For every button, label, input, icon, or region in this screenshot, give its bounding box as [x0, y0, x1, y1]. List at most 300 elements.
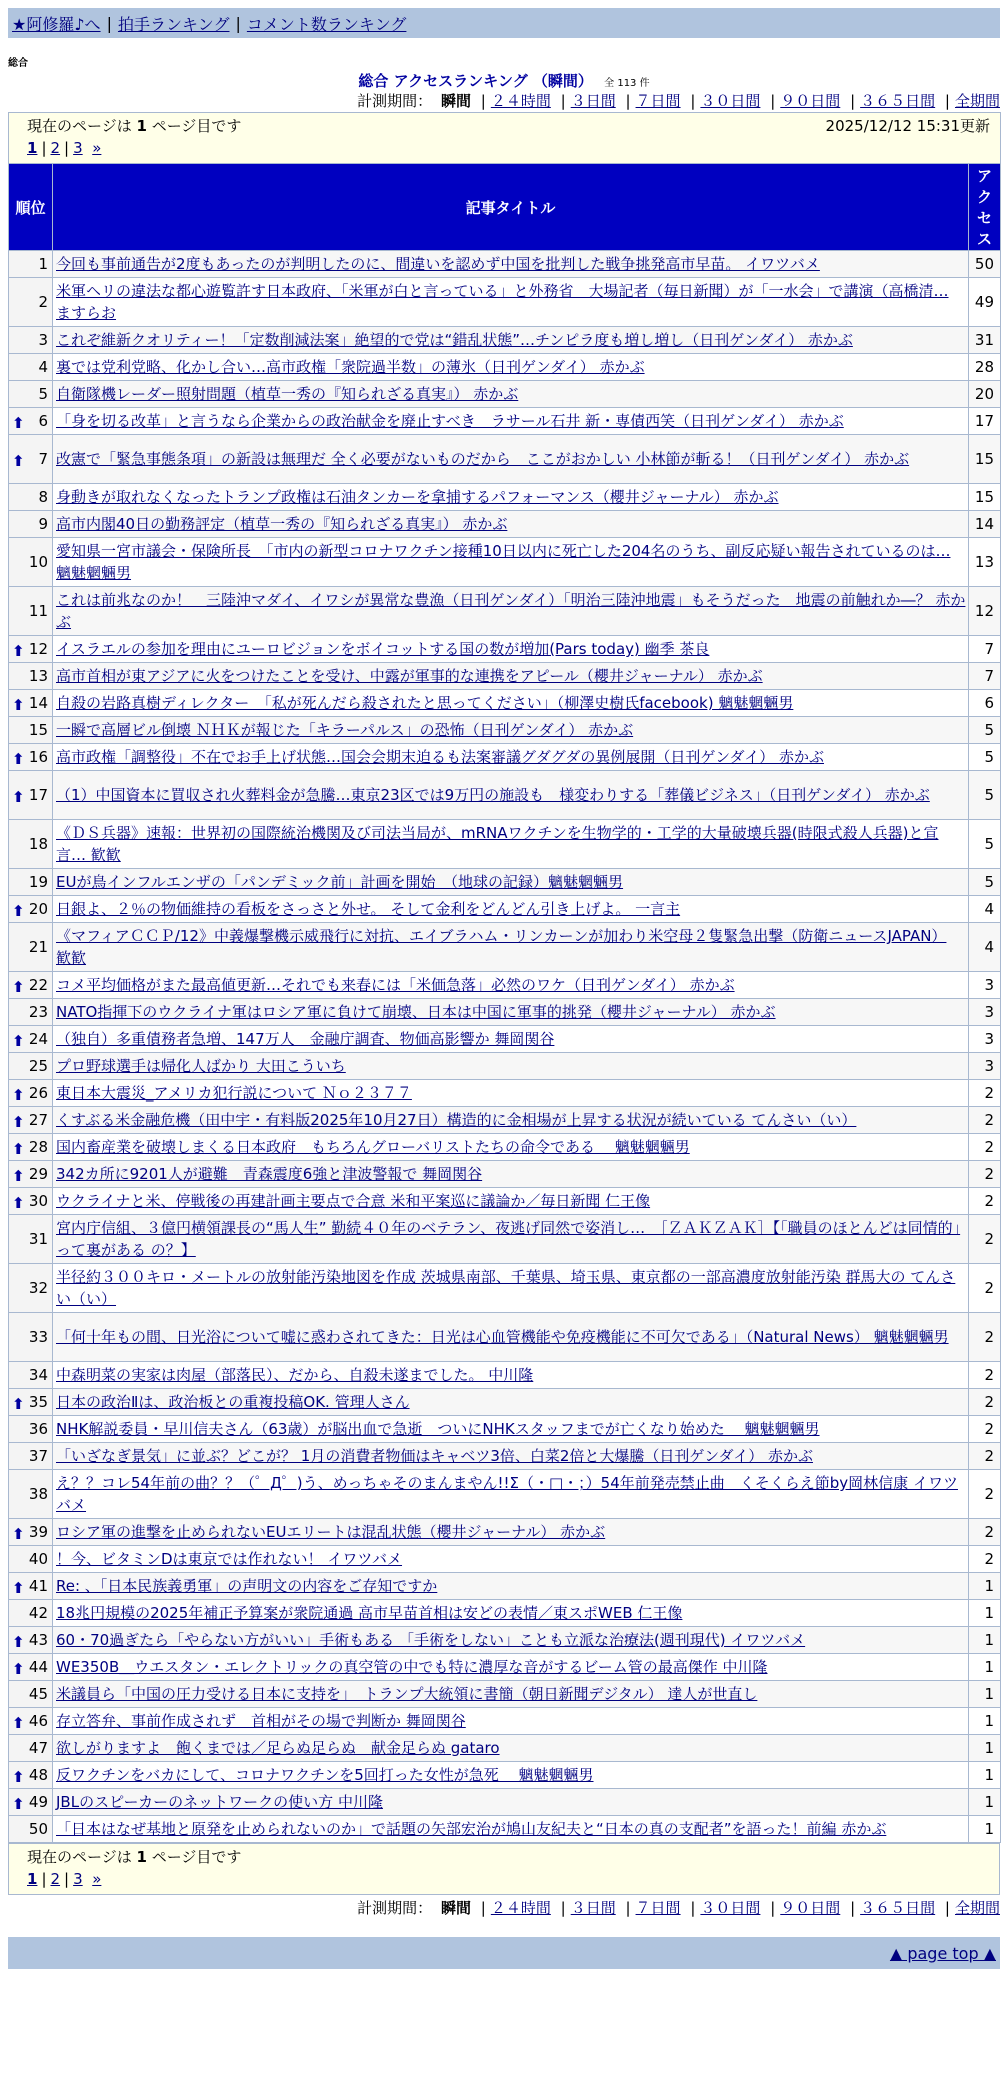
- article-title-link[interactable]: 米軍ヘリの違法な都心遊覧許す日本政府、「米軍が白と言っている」と外務省 大場記者（毎日新聞）が「一水会」で講演（高橋清… ますらお: [56, 282, 949, 322]
- table-row: [9, 1519, 1001, 1546]
- title-cell: [53, 1188, 969, 1215]
- article-title-link[interactable]: JBLのスピーカーのネットワークの使い方 中川隆: [56, 1793, 383, 1811]
- article-title-link[interactable]: 改憲で「緊急事態条項」の新設は無理だ 全く必要がないものだから ここがおかしい 小林節が斬る！（日刊ゲンダイ） 赤かぶ: [56, 450, 910, 468]
- rank-cell: [9, 587, 53, 636]
- comment-ranking-link[interactable]: コメント数ランキング: [246, 14, 407, 34]
- table-row: [9, 1735, 1001, 1762]
- up-arrow-icon: ⬆: [12, 1633, 25, 1651]
- rank-number: 6: [38, 412, 48, 430]
- title-cell: [53, 484, 969, 511]
- article-title-link[interactable]: くすぶる米金融危機（田中宇・有料版2025年10月27日）構造的に金相場が上昇する状況が続いている てんさい（い）: [56, 1111, 857, 1129]
- table-row: [9, 1215, 1001, 1264]
- table-row: [9, 923, 1001, 972]
- table-row: [9, 1600, 1001, 1627]
- rank-cell: [9, 1053, 53, 1080]
- up-arrow-icon: ⬆: [12, 1525, 25, 1543]
- article-title-link[interactable]: （1）中国資本に買収され火葬料金が急騰…東京23区では9万円の施設も 様変わりする「葬儀ビジネス」（日刊ゲンダイ） 赤かぶ: [56, 786, 930, 804]
- rank-cell: [9, 1161, 53, 1188]
- page-link-2[interactable]: 2: [50, 139, 61, 157]
- article-title-link[interactable]: これは前兆なのか！ 三陸沖マダイ、イワシが異常な豊漁（日刊ゲンダイ）「明治三陸沖地震」もそうだった 地震の前触れか―？ 赤かぶ: [56, 591, 966, 631]
- title-cell: [53, 1816, 969, 1843]
- title-cell: [53, 1681, 969, 1708]
- period-30d-link[interactable]: ３０日間: [700, 92, 761, 110]
- article-title-link[interactable]: 高市内閣40日の勤務評定（植草一秀の『知られざる真実』） 赤かぶ: [56, 515, 508, 533]
- title-cell: [53, 1735, 969, 1762]
- access-count: 3: [969, 1053, 1001, 1080]
- access-count: 49: [969, 278, 1001, 327]
- table-row: [9, 1161, 1001, 1188]
- rank-cell: [9, 1546, 53, 1573]
- rank-number: 23: [28, 1003, 48, 1021]
- title-cell: [53, 744, 969, 771]
- period-all-link[interactable]: 全期間: [954, 92, 1000, 110]
- page-link-1[interactable]: 1: [27, 139, 38, 157]
- article-title-link[interactable]: 反ワクチンをバカにして、コロナワクチンを5回打った女性が急死 魑魅魍魎男: [56, 1766, 594, 1784]
- up-arrow-icon: ⬆: [12, 696, 25, 714]
- article-title-link[interactable]: 《ＤＳ兵器》速報：世界初の国際統治機関及び司法当局が、mRNAワクチンを生物学的・工学的大量破壊兵器(時限式殺人兵器)と宣言… 歓歓: [56, 824, 939, 864]
- period-365d-link[interactable]: ３６５日間: [860, 1899, 936, 1917]
- article-title-link[interactable]: 国内畜産業を破壊しまくる日本政府 もちろんグローバリストたちの命令である 魑魅魍魎男: [56, 1138, 690, 1156]
- up-arrow-icon: ⬆: [12, 1086, 25, 1104]
- table-row: [9, 1443, 1001, 1470]
- rank-cell: [9, 1708, 53, 1735]
- rank-cell: [9, 354, 53, 381]
- article-title-link[interactable]: イスラエルの参加を理由にユーロビジョンをボイコットする国の数が増加(Pars today) 幽季 茶良: [56, 640, 710, 658]
- article-title-link[interactable]: 《マフィアＣＣＰ/12》中義爆撃機示威飛行に対抗、エイブラハム・リンカーンが加わり米空母２隻緊急出撃（防衛ニュースJAPAN） 歓歓: [56, 927, 947, 967]
- rank-cell: [9, 435, 53, 484]
- rank-cell: [9, 972, 53, 999]
- access-count: 50: [969, 251, 1001, 278]
- article-title-link[interactable]: 米議員ら「中国の圧力受ける日本に支持を」 トランプ大統領に書簡（朝日新聞デジタル） 達人が世直し: [56, 1685, 758, 1703]
- table-row: [9, 771, 1001, 820]
- page-links: 1 | 2 | 3 »: [27, 1870, 102, 1888]
- access-count: 1: [969, 1816, 1001, 1843]
- table-row: [9, 1573, 1001, 1600]
- rank-cell: [9, 1443, 53, 1470]
- updated-timestamp: 2025/12/12 15:31更新: [825, 117, 990, 135]
- table-row: [9, 1080, 1001, 1107]
- article-title-link[interactable]: WE350B＿ウエスタン・エレクトリックの真空管の中でも特に濃厚な音がするビーム管の最高傑作 中川隆: [56, 1658, 768, 1676]
- table-row: [9, 869, 1001, 896]
- table-row: [9, 972, 1001, 999]
- access-count: 2: [969, 1546, 1001, 1573]
- rank-cell: [9, 1627, 53, 1654]
- article-title-link[interactable]: ウクライナと米、停戦後の再建計画主要点で合意 米和平案巡に議論か／毎日新聞 仁王像: [56, 1192, 651, 1210]
- page-title: 総合 アクセスランキング （瞬間）: [358, 72, 593, 90]
- title-cell: [53, 717, 969, 744]
- title-column-header: 記事タイトル: [53, 164, 969, 251]
- applause-ranking-link[interactable]: 拍手ランキング: [117, 14, 230, 34]
- table-row: [9, 1313, 1001, 1362]
- access-count: 2: [969, 1470, 1001, 1519]
- access-count: 5: [969, 744, 1001, 771]
- ranking-table: [8, 112, 1001, 1843]
- rank-cell: [9, 1470, 53, 1519]
- access-count: 15: [969, 435, 1001, 484]
- title-cell: [53, 1053, 969, 1080]
- up-arrow-icon: ⬆: [12, 1032, 25, 1050]
- article-title-link[interactable]: 中森明菜の実家は肉屋（部落民）、だから、自殺未遂までした。 中川隆: [56, 1366, 534, 1384]
- rank-cell: [9, 1080, 53, 1107]
- article-title-link[interactable]: （独自）多重債務者急増、147万人 金融庁調査、物価高影響か 舞岡関谷: [56, 1030, 555, 1048]
- article-title-link[interactable]: 「いざなぎ景気」に並ぶ？どこが？ 1月の消費者物価はキャベツ3倍、白菜2倍と大爆騰（日刊ゲンダイ） 赤かぶ: [56, 1447, 813, 1465]
- table-row: [9, 636, 1001, 663]
- page-link-2[interactable]: 2: [50, 1870, 61, 1888]
- rank-number: 25: [28, 1057, 48, 1075]
- title-cell: [53, 1762, 969, 1789]
- access-count: 2: [969, 1107, 1001, 1134]
- rank-cell: [9, 1313, 53, 1362]
- access-count: 4: [969, 923, 1001, 972]
- table-row: [9, 744, 1001, 771]
- rank-cell: [9, 1389, 53, 1416]
- title-cell: [53, 636, 969, 663]
- current-page-text: 現在のページは 1 ページ目です: [27, 1848, 242, 1866]
- title-cell: [53, 278, 969, 327]
- title-cell: [53, 663, 969, 690]
- up-arrow-icon: ⬆: [12, 1140, 25, 1158]
- access-count: 5: [969, 771, 1001, 820]
- table-row: [9, 896, 1001, 923]
- access-count: 2: [969, 1188, 1001, 1215]
- next-page-link[interactable]: »: [92, 1870, 102, 1888]
- access-count: 20: [969, 381, 1001, 408]
- up-arrow-icon: ⬆: [12, 1167, 25, 1185]
- article-title-link[interactable]: Re: 、「日本民族義勇軍」の声明文の内容をご存知ですか: [56, 1577, 438, 1595]
- article-title-link[interactable]: 裏では党利党略、化かし合い…高市政権「衆院過半数」の薄氷（日刊ゲンダイ） 赤かぶ: [56, 358, 645, 376]
- table-row: [9, 1026, 1001, 1053]
- article-title-link[interactable]: 日銀よ、２％の物価維持の看板をさっさと外せ。 そして金利をどんどん引き上げよ。 一言主: [56, 900, 681, 918]
- access-count: 5: [969, 717, 1001, 744]
- rank-cell: [9, 690, 53, 717]
- title-cell: [53, 1215, 969, 1264]
- access-count: 1: [969, 1573, 1001, 1600]
- title-cell: [53, 1362, 969, 1389]
- category-label: 総合: [8, 58, 28, 69]
- title-cell: [53, 1443, 969, 1470]
- up-arrow-icon: ⬆: [12, 1194, 25, 1212]
- title-cell: [53, 1313, 969, 1362]
- access-count: 1: [969, 1627, 1001, 1654]
- rank-cell: [9, 511, 53, 538]
- pager-bottom-table: [8, 1843, 1000, 1895]
- article-title-link[interactable]: 高市首相が東アジアに火をつけたことを受け、中露が軍事的な連携をアピール（櫻井ジャーナル） 赤かぶ: [56, 667, 763, 685]
- title-cell: [53, 1107, 969, 1134]
- rank-cell: [9, 538, 53, 587]
- period-7d-link[interactable]: ７日間: [635, 1899, 681, 1917]
- up-arrow-icon: ⬆: [12, 642, 25, 660]
- table-row: [9, 251, 1001, 278]
- rank-cell: [9, 1681, 53, 1708]
- title-cell: [53, 1519, 969, 1546]
- rank-cell: [9, 381, 53, 408]
- article-title-link[interactable]: 欲しがりますよ 飽くまでは／足らぬ足らぬ 献金足らぬ gataro: [56, 1739, 500, 1757]
- table-row: [9, 1681, 1001, 1708]
- access-count: 1: [969, 1762, 1001, 1789]
- table-row: [9, 354, 1001, 381]
- title-cell: [53, 869, 969, 896]
- article-title-link[interactable]: ！今、ビタミンDは東京では作れない！ イワツバメ: [56, 1550, 403, 1568]
- access-count: 17: [969, 408, 1001, 435]
- table-row: [9, 1389, 1001, 1416]
- bottom-bar: [8, 1937, 1000, 1969]
- access-count: 3: [969, 972, 1001, 999]
- page-link-1[interactable]: 1: [27, 1870, 38, 1888]
- up-arrow-icon: ⬆: [12, 788, 25, 806]
- title-cell: [53, 1161, 969, 1188]
- rank-cell: [9, 923, 53, 972]
- period-label: 計測期間：: [357, 1899, 433, 1917]
- access-count: 2: [969, 1215, 1001, 1264]
- title-cell: [53, 923, 969, 972]
- rank-number: 50: [28, 1820, 48, 1838]
- period-selector-top: 計測期間： 瞬間 | ２４時間 | ３日間 | ７日間 | ３０日間 | ９０日間 | ３６５日間 | 全期間: [357, 92, 1000, 110]
- up-arrow-icon: ⬆: [12, 1768, 25, 1786]
- title-cell: [53, 1789, 969, 1816]
- rank-number: 45: [28, 1685, 48, 1703]
- title-cell: [53, 896, 969, 923]
- rank-number: 5: [38, 385, 48, 403]
- title-cell: [53, 1026, 969, 1053]
- period-all-link[interactable]: 全期間: [954, 1899, 1000, 1917]
- rank-cell: [9, 1134, 53, 1161]
- article-title-link[interactable]: 宮内庁信組、３億円横領課長の“馬人生” 勤続４０年のベテラン、夜逃げ同然で姿消し… ［ＺＡＫＺＡＫ］【「職員のほとんどは同情的」って裏がある の？】: [56, 1219, 961, 1259]
- article-title-link[interactable]: 東日本大震災_アメリカ犯行説について Ｎｏ２３７７: [56, 1084, 412, 1102]
- rank-number: 9: [38, 515, 48, 533]
- period-current: 瞬間: [440, 1899, 471, 1917]
- up-arrow-icon: ⬆: [12, 414, 25, 432]
- article-title-link[interactable]: 60・70過ぎたら「やらない方がいい」手術もある 「手術をしない」ことも立派な治療法(週刊現代) イワツバメ: [56, 1631, 806, 1649]
- access-count: 31: [969, 327, 1001, 354]
- period-7d-link[interactable]: ７日間: [635, 92, 681, 110]
- access-count: 2: [969, 1161, 1001, 1188]
- article-title-link[interactable]: 自殺の岩路真樹ディレクター 「私が死んだら殺されたと思ってください」（柳澤史樹氏facebook) 魑魅魍魎男: [56, 694, 794, 712]
- article-title-link[interactable]: 「日本はなぜ基地と原発を止められないのか」で話題の矢部宏治が鳩山友紀夫と“日本の真の支配者”を語った！前編 赤かぶ: [56, 1820, 887, 1838]
- up-arrow-icon: ⬆: [12, 1113, 25, 1131]
- rank-cell: [9, 278, 53, 327]
- page-title-line: [8, 70, 1000, 90]
- rank-number: 13: [28, 667, 48, 685]
- period-90d-link[interactable]: ９０日間: [780, 92, 841, 110]
- current-page-text: 現在のページは 1 ページ目です: [27, 117, 242, 135]
- rank-cell: [9, 717, 53, 744]
- title-cell: [53, 1654, 969, 1681]
- period-24h-link[interactable]: ２４時間: [490, 92, 551, 110]
- access-count: 13: [969, 538, 1001, 587]
- rank-number: 2: [38, 293, 48, 311]
- article-title-link[interactable]: 「何十年もの間、日光浴について嘘に惑わされてきた：日光は心血管機能や免疫機能に不可欠である」（Natural News） 魑魅魍魎男: [56, 1328, 949, 1346]
- rank-cell: [9, 636, 53, 663]
- rank-number: 15: [28, 721, 48, 739]
- page-link-3[interactable]: 3: [73, 1870, 83, 1888]
- title-cell: [53, 771, 969, 820]
- rank-cell: [9, 744, 53, 771]
- table-row: [9, 1107, 1001, 1134]
- up-arrow-icon: ⬆: [12, 452, 25, 470]
- rank-number: 29: [28, 1165, 48, 1183]
- access-count: 1: [969, 1654, 1001, 1681]
- access-count: 7: [969, 663, 1001, 690]
- table-row: [9, 538, 1001, 587]
- article-title-link[interactable]: ロシア軍の進撃を止められないEUエリートは混乱状態（櫻井ジャーナル） 赤かぶ: [56, 1523, 606, 1541]
- up-arrow-icon: ⬆: [12, 1795, 25, 1813]
- article-title-link[interactable]: 18兆円規模の2025年補正予算案が衆院通過 高市早苗首相は安どの表情／東スポWEB 仁王像: [56, 1604, 683, 1622]
- table-row: [9, 1546, 1001, 1573]
- article-title-link[interactable]: プロ野球選手は帰化人ばかり 大田こういち: [56, 1057, 346, 1075]
- title-cell: [53, 1708, 969, 1735]
- access-count: 2: [969, 1389, 1001, 1416]
- title-cell: [53, 327, 969, 354]
- table-header-row: [9, 164, 1001, 251]
- access-column-header: アクセス: [969, 164, 1001, 251]
- article-title-link[interactable]: コメ平均価格がまた最高値更新…それでも来春には「米価急落」必然のワケ（日刊ゲンダイ） 赤かぶ: [56, 976, 735, 994]
- access-count: 2: [969, 1443, 1001, 1470]
- rank-number: 16: [28, 748, 48, 766]
- access-count: 12: [969, 587, 1001, 636]
- next-page-link[interactable]: »: [92, 139, 102, 157]
- table-row: [9, 1708, 1001, 1735]
- rank-number: 19: [28, 873, 48, 891]
- rank-cell: [9, 820, 53, 869]
- rank-number: 35: [28, 1393, 48, 1411]
- rank-number: 34: [28, 1366, 48, 1384]
- rank-cell: [9, 999, 53, 1026]
- title-cell: [53, 820, 969, 869]
- asyura-home-link[interactable]: ★阿修羅♪へ: [12, 14, 101, 34]
- rank-cell: [9, 408, 53, 435]
- rank-number: 39: [28, 1523, 48, 1541]
- rank-cell: [9, 1026, 53, 1053]
- rank-cell: [9, 1816, 53, 1843]
- access-count: 2: [969, 1519, 1001, 1546]
- rank-number: 1: [38, 255, 48, 273]
- table-row: [9, 435, 1001, 484]
- table-row: [9, 1053, 1001, 1080]
- rank-number: 40: [28, 1550, 48, 1568]
- article-title-link[interactable]: 日本の政治Ⅱは、政治板との重複投稿OK. 管理人さん: [56, 1393, 410, 1411]
- table-row: [9, 1816, 1001, 1843]
- title-cell: [53, 972, 969, 999]
- rank-cell: [9, 1519, 53, 1546]
- rank-number: 36: [28, 1420, 48, 1438]
- rank-number: 3: [38, 331, 48, 349]
- access-count: 2: [969, 1362, 1001, 1389]
- article-title-link[interactable]: 今回も事前通告が2度もあったのが判明したのに、間違いを認めず中国を批判した戦争挑発高市早苗。 イワツバメ: [56, 255, 820, 273]
- title-cell: [53, 1264, 969, 1313]
- title-cell: [53, 999, 969, 1026]
- rank-cell: [9, 1789, 53, 1816]
- article-title-link[interactable]: 身動きが取れなくなったトランプ政権は石油タンカーを拿捕するパフォーマンス（櫻井ジャーナル） 赤かぶ: [56, 488, 779, 506]
- access-count: 2: [969, 1416, 1001, 1443]
- title-cell: [53, 1389, 969, 1416]
- article-title-link[interactable]: 自衛隊機レーダー照射問題（植草一秀の『知られざる真実』） 赤かぶ: [56, 385, 519, 403]
- table-row: [9, 820, 1001, 869]
- article-title-link[interactable]: 愛知県一宮市議会・保険所長 「市内の新型コロナワクチン接種10日以内に死亡した204名のうち、副反応疑い報告されているのは… 魑魅魍魎男: [56, 542, 951, 582]
- access-count: 3: [969, 999, 1001, 1026]
- table-row: [9, 1264, 1001, 1313]
- article-title-link[interactable]: 342カ所に9201人が避難 青森震度6強と津波警報で 舞岡関谷: [56, 1165, 483, 1183]
- nav-separator: |: [106, 13, 112, 33]
- table-row: [9, 587, 1001, 636]
- title-cell: [53, 1600, 969, 1627]
- rank-number: 42: [28, 1604, 48, 1622]
- access-count: 1: [969, 1789, 1001, 1816]
- article-title-link[interactable]: NHK解説委員・早川信夫さん（63歳）が脳出血で急逝 ついにNHKスタッフまでが亡くなり始めた 魑魅魍魎男: [56, 1420, 820, 1438]
- title-cell: [53, 381, 969, 408]
- rank-cell: [9, 663, 53, 690]
- period-3d-link[interactable]: ３日間: [570, 1899, 616, 1917]
- access-count: 5: [969, 869, 1001, 896]
- period-24h-link[interactable]: ２４時間: [490, 1899, 551, 1917]
- rank-number: 48: [28, 1766, 48, 1784]
- rank-cell: [9, 1188, 53, 1215]
- period-365d-link[interactable]: ３６５日間: [860, 92, 936, 110]
- article-title-link[interactable]: え？？コレ54年前の曲？？（゜Д゜)う、めっちゃそのまんまやん!!Σ（・□・；）54年前発売禁止曲 くそくらえ節by岡林信康 イワツバメ: [56, 1474, 958, 1514]
- table-row: [9, 484, 1001, 511]
- access-count: 2: [969, 1264, 1001, 1313]
- period-30d-link[interactable]: ３０日間: [700, 1899, 761, 1917]
- table-row: [9, 1416, 1001, 1443]
- title-cell: [53, 251, 969, 278]
- article-title-link[interactable]: 半径約３００キロ・メートルの放射能汚染地図を作成 茨城県南部、千葉県、埼玉県、東京都の一部高濃度放射能汚染 群馬大の てんさい（い）: [56, 1268, 956, 1308]
- rank-number: 12: [28, 640, 48, 658]
- rank-number: 47: [28, 1739, 48, 1757]
- rank-number: 33: [28, 1328, 48, 1346]
- period-90d-link[interactable]: ９０日間: [780, 1899, 841, 1917]
- table-row: [9, 717, 1001, 744]
- rank-number: 7: [38, 450, 48, 468]
- rank-number: 8: [38, 488, 48, 506]
- article-title-link[interactable]: 高市政権「調整役」不在でお手上げ状態…国会会期末迫るも法案審議グダグダの異例展開（日刊ゲンダイ） 赤かぶ: [56, 748, 824, 766]
- up-arrow-icon: ⬆: [12, 1660, 25, 1678]
- rank-number: 17: [28, 786, 48, 804]
- article-title-link[interactable]: これぞ維新クオリティー！「定数削減法案」絶望的で党は“錯乱状態”…チンピラ度も増し増し（日刊ゲンダイ） 赤かぶ: [56, 331, 853, 349]
- up-arrow-icon: ⬆: [12, 1579, 25, 1597]
- period-selector-bottom: 計測期間： 瞬間 | ２４時間 | ３日間 | ７日間 | ３０日間 | ９０日間 | ３６５日間 | 全期間: [357, 1899, 1000, 1917]
- article-title-link[interactable]: 存立答弁、事前作成されず 首相がその場で判断か 舞岡関谷: [56, 1712, 466, 1730]
- rank-cell: [9, 1264, 53, 1313]
- article-title-link[interactable]: EUが鳥インフルエンザの「パンデミック前」計画を開始 （地球の記録）魑魅魍魎男: [56, 873, 624, 891]
- table-row: [9, 999, 1001, 1026]
- title-cell: [53, 1470, 969, 1519]
- rank-number: 10: [28, 553, 48, 571]
- access-count: 6: [969, 690, 1001, 717]
- article-title-link[interactable]: 一瞬で高層ビル倒壊 ＮＨＫが報じた「キラーパルス」の恐怖（日刊ゲンダイ） 赤かぶ: [56, 721, 634, 739]
- title-cell: [53, 1134, 969, 1161]
- page-top-link[interactable]: ▲ page top ▲: [889, 1943, 996, 1963]
- rank-cell: [9, 771, 53, 820]
- access-count: 14: [969, 511, 1001, 538]
- rank-number: 43: [28, 1631, 48, 1649]
- article-title-link[interactable]: NATO指揮下のウクライナ軍はロシア軍に負けて崩壊、日本は中国に軍事的挑発（櫻井ジャーナル） 赤かぶ: [56, 1003, 776, 1021]
- table-row: [9, 408, 1001, 435]
- period-3d-link[interactable]: ３日間: [570, 92, 616, 110]
- title-cell: [53, 354, 969, 381]
- rank-cell: [9, 484, 53, 511]
- article-title-link[interactable]: 「身を切る改革」と言うなら企業からの政治献金を廃止すべき ラサール石井 新・専債西笑（日刊ゲンダイ） 赤かぶ: [56, 412, 844, 430]
- rank-number: 4: [38, 358, 48, 376]
- rank-number: 24: [28, 1030, 48, 1048]
- title-cell: [53, 538, 969, 587]
- pager-bottom: [9, 1844, 1000, 1895]
- rank-cell: [9, 1362, 53, 1389]
- rank-number: 20: [28, 900, 48, 918]
- table-row: [9, 1789, 1001, 1816]
- rank-cell: [9, 1215, 53, 1264]
- page-link-3[interactable]: 3: [73, 139, 83, 157]
- up-arrow-icon: ⬆: [12, 1714, 25, 1732]
- access-count: 28: [969, 354, 1001, 381]
